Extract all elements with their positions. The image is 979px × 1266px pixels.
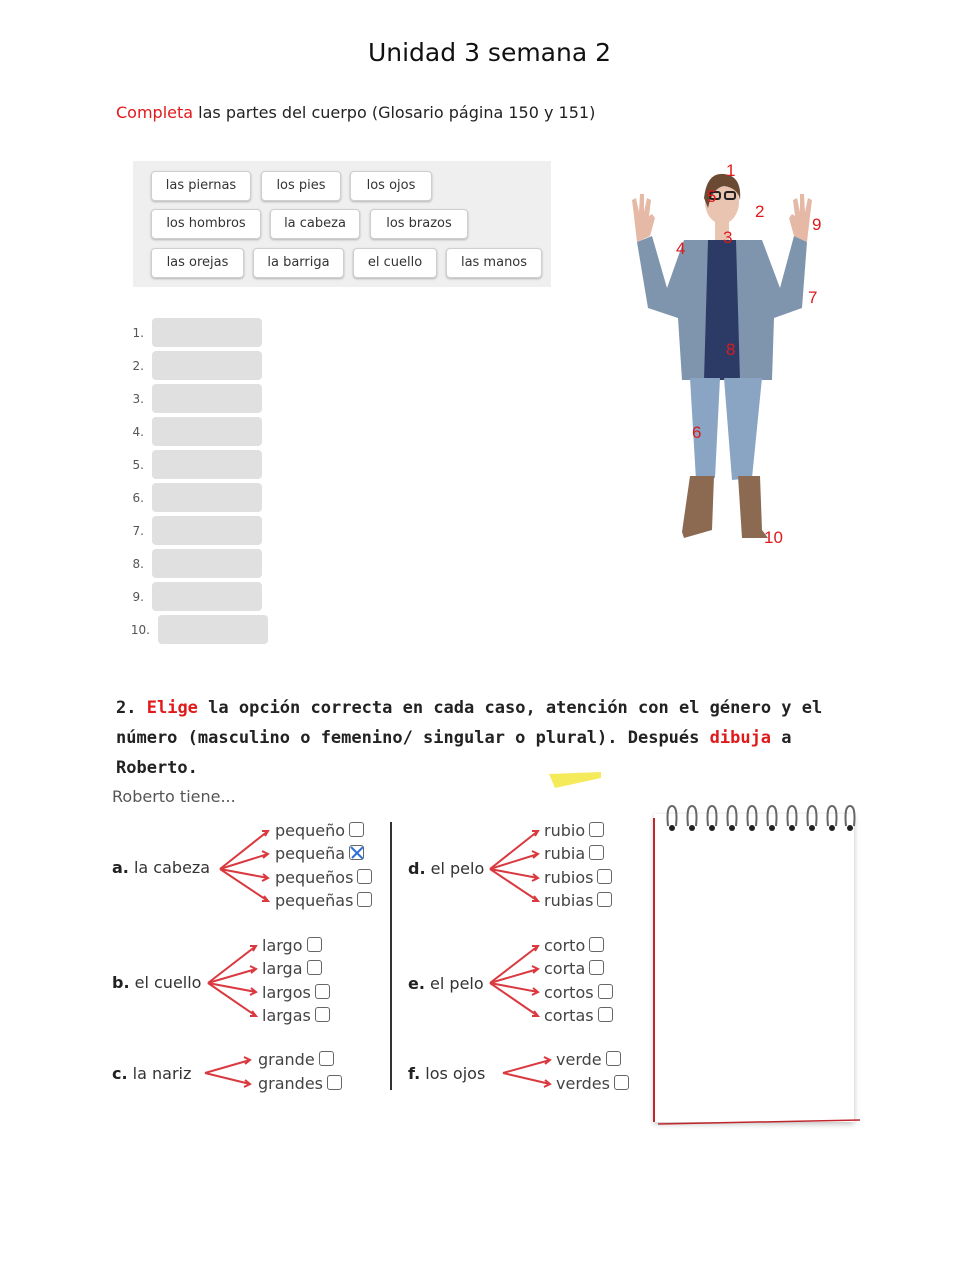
word-chip[interactable]: la cabeza (270, 209, 360, 239)
checkbox[interactable] (614, 1075, 629, 1090)
slot-number: 10. (130, 623, 150, 637)
question-f: f. los ojos (408, 1064, 486, 1083)
question-d: d. el pelo (408, 859, 485, 878)
checkbox[interactable] (319, 1051, 334, 1066)
question-b: b. el cuello (112, 973, 202, 992)
checkbox[interactable] (606, 1051, 621, 1066)
question-c: c. la nariz (112, 1064, 192, 1083)
option[interactable]: larga (262, 959, 322, 978)
slot-number: 9. (132, 590, 144, 604)
option[interactable]: pequeños (275, 868, 372, 887)
photo-label: 2 (755, 202, 765, 221)
checkbox[interactable] (315, 984, 330, 999)
photo-label: 8 (726, 340, 736, 359)
option[interactable]: pequeño (275, 821, 364, 840)
instruction-text: las partes del cuerpo (Glosario página 150 y 151) (193, 103, 596, 122)
instruction-verb: Completa (116, 103, 194, 122)
option[interactable]: grande (258, 1050, 334, 1069)
slot-number: 6. (132, 491, 144, 505)
slot-number: 1. (132, 326, 144, 340)
checkbox[interactable] (598, 1007, 613, 1022)
checkbox[interactable] (589, 845, 604, 860)
instruction-verb: dibuja (709, 728, 772, 748)
checkbox[interactable] (598, 984, 613, 999)
checkbox[interactable] (307, 937, 322, 952)
word-chip[interactable]: la barriga (253, 248, 344, 278)
checkbox[interactable] (597, 892, 612, 907)
photo-label: 6 (692, 423, 702, 442)
drawing-notebook[interactable] (648, 800, 862, 1130)
option[interactable]: rubias (544, 891, 612, 910)
slot-number: 4. (132, 425, 144, 439)
photo-label: 5 (707, 187, 717, 206)
checkbox[interactable] (589, 937, 604, 952)
option[interactable]: pequeña (275, 844, 364, 863)
instruction-text: la opción correcta en cada caso, atención con el género y el número (masculino o femenino/ singular o plural). Después (116, 698, 823, 748)
word-chip[interactable]: los ojos (350, 171, 432, 201)
option[interactable]: rubios (544, 868, 612, 887)
word-chip[interactable]: las manos (446, 248, 542, 278)
word-chip[interactable]: el cuello (353, 248, 437, 278)
checkbox[interactable] (315, 1007, 330, 1022)
option[interactable]: rubio (544, 821, 604, 840)
option[interactable]: corta (544, 959, 604, 978)
slot-number: 5. (132, 458, 144, 472)
question-e: e. el pelo (408, 974, 484, 993)
slot-number: 8. (132, 557, 144, 571)
option[interactable]: cortas (544, 1006, 613, 1025)
word-chip[interactable]: las piernas (151, 171, 251, 201)
option[interactable]: corto (544, 936, 604, 955)
option[interactable]: cortos (544, 983, 613, 1002)
photo-label: 3 (723, 228, 733, 247)
word-chip[interactable]: los hombros (151, 209, 261, 239)
exercise2-intro: Roberto tiene... (112, 787, 236, 806)
checkbox[interactable] (349, 822, 364, 837)
checkbox[interactable] (327, 1075, 342, 1090)
photo-label: 1 (726, 161, 736, 180)
option[interactable]: verde (556, 1050, 621, 1069)
instruction-verb: Elige (146, 698, 198, 718)
word-chip[interactable]: los pies (261, 171, 341, 201)
slot-number: 7. (132, 524, 144, 538)
photo-label: 10 (764, 528, 783, 547)
photo-label: 9 (812, 215, 822, 234)
option[interactable]: verdes (556, 1074, 629, 1093)
check-icon (349, 845, 365, 861)
option[interactable]: largas (262, 1006, 330, 1025)
word-chip[interactable]: las orejas (151, 248, 244, 278)
checkbox[interactable] (307, 960, 322, 975)
slot-number: 2. (132, 359, 144, 373)
question-a: a. la cabeza (112, 858, 211, 877)
photo-label: 4 (676, 239, 686, 258)
word-chip[interactable]: los brazos (370, 209, 468, 239)
checkbox[interactable] (597, 869, 612, 884)
page-title: Unidad 3 semana 2 (367, 38, 612, 67)
checkbox[interactable] (589, 822, 604, 837)
instruction-text: a Roberto. (116, 728, 792, 778)
exercise-number: 2. (116, 698, 137, 718)
option[interactable]: largos (262, 983, 330, 1002)
checkbox[interactable] (357, 869, 372, 884)
option[interactable]: pequeñas (275, 891, 372, 910)
checkbox[interactable] (589, 960, 604, 975)
option[interactable]: rubia (544, 844, 604, 863)
photo-label: 7 (808, 288, 818, 307)
option[interactable]: grandes (258, 1074, 342, 1093)
checkbox[interactable] (357, 892, 372, 907)
checkbox-checked[interactable] (349, 845, 364, 860)
option[interactable]: largo (262, 936, 322, 955)
slot-number: 3. (132, 392, 144, 406)
